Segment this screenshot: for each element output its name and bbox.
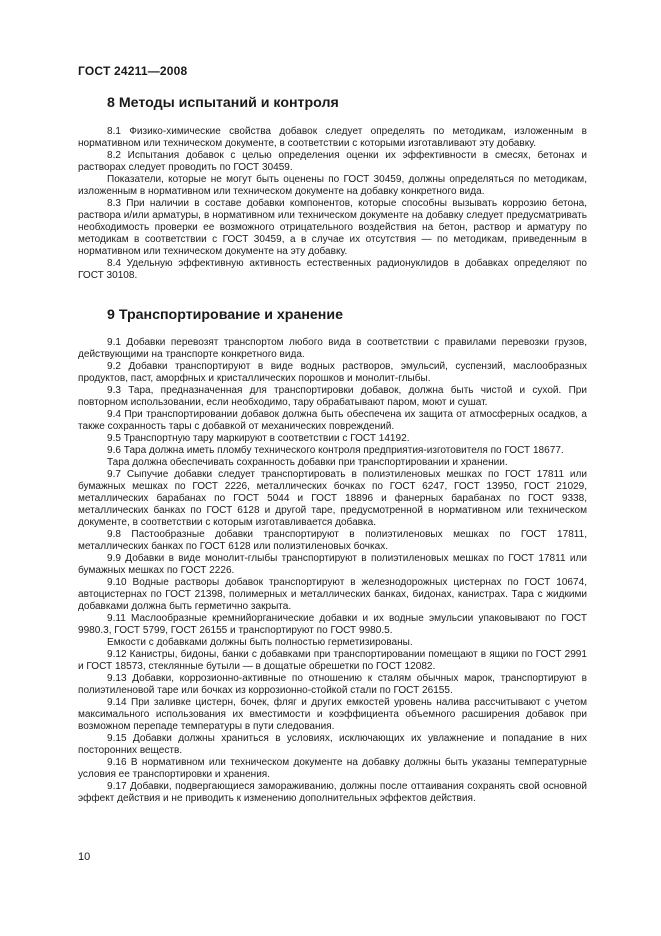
paragraph-9-11-note: Емкости с добавками должны быть полностью герметизированы.: [107, 637, 413, 648]
paragraph-9-16: 9.16 В нормативном или техническом документе на добавку должны быть указаны температурные условия ее транспортировки и хранения.: [78, 757, 587, 780]
paragraph-9-1: 9.1 Добавки перевозят транспортом любого вида в соответствии с правилами перевозки грузов, действующими на транспорте конкретного вида.: [78, 337, 587, 360]
page-number: 10: [78, 851, 91, 863]
paragraph-9-3: 9.3 Тара, предназначенная для транспортировки добавок, должна быть чистой и сухой. При повторном использовании, если необходимо, тару обрабатывают паром, моют и сушат.: [78, 385, 587, 408]
paragraph-9-14: 9.14 При заливке цистерн, бочек, фляг и других емкостей уровень налива рассчитывают с учетом максимального использования их вместимости и коэффициента объемного расширения добавок при возможном перепаде температуры в пути следования.: [78, 697, 587, 732]
section-9-body: [78, 337, 587, 805]
paragraph-9-15: 9.15 Добавки должны храниться в условиях, исключающих их увлажнение и попадание в них посторонних веществ.: [78, 733, 587, 756]
document-code: ГОСТ 24211—2008: [78, 64, 188, 78]
paragraph-9-7: 9.7 Сыпучие добавки следует транспортировать в полиэтиленовых мешках по ГОСТ 17811 или бумажных мешках по ГОСТ 2226, металлических бочках по ГОСТ 6247, ГОСТ 13950, ГОСТ 21029, металлических барабанах по ГОСТ 5044 и ГОСТ 18896 и фанерных барабанах по ГОСТ 9338, металлических банках по ГОСТ 6128 и другой таре, предусмотренной в нормативном или техническом документе, в соответствии с которым изготавливается добавка.: [78, 469, 587, 528]
paragraph-9-4: 9.4 При транспортировании добавок должна быть обеспечена их защита от атмосферных осадков, а также сохранность тары с добавкой от механических повреждений.: [78, 409, 587, 432]
paragraph-8-2: 8.2 Испытания добавок с целью определения оценки их эффективности в смесях, бетонах и растворах следует проводить по ГОСТ 30459.: [78, 150, 587, 173]
paragraph-9-13: 9.13 Добавки, коррозионно-активные по отношению к сталям обычных марок, транспортируют в полиэтиленовой таре или бочках из коррозионно-стойкой стали по ГОСТ 26155.: [78, 673, 587, 696]
paragraph-8-4: 8.4 Удельную эффективную активность естественных радионуклидов в добавках определяют по ГОСТ 30108.: [78, 258, 587, 281]
paragraph-9-9: 9.9 Добавки в виде монолит-глыбы транспортируют в полиэтиленовых мешках по ГОСТ 17811 или бумажных мешках по ГОСТ 2226.: [78, 553, 587, 576]
paragraph-9-5: 9.5 Транспортную тару маркируют в соответствии с ГОСТ 14192.: [107, 433, 410, 444]
paragraph-8-2-note: Показатели, которые не могут быть оценены по ГОСТ 30459, должны определяться по методикам, изложенным в нормативном или техническом документе на добавку конкретного вида.: [78, 174, 587, 197]
section-8-body: [78, 126, 587, 282]
paragraph-9-6-note: Тара должна обеспечивать сохранность добавки при транспортировании и хранении.: [107, 457, 508, 468]
paragraph-8-3: 8.3 При наличии в составе добавки компонентов, которые способны вызывать коррозию бетона, раствора и/или арматуры, в нормативном или техническом документе на добавку следует предусматривать необходимость проверки ее возможного отрицательного воздействия на бетон, раствор и арматуру по методикам в соответствии с ГОСТ 30459, а в случае их отсутствия — по методикам, приведенным в нормативном или техническом документе на эту добавку.: [78, 198, 587, 257]
paragraph-9-11: 9.11 Маслообразные кремнийорганические добавки и их водные эмульсии упаковывают по ГОСТ 9980.3, ГОСТ 5799, ГОСТ 26155 и транспортируют по ГОСТ 9980.5.: [78, 613, 587, 636]
paragraph-9-8: 9.8 Пастообразные добавки транспортируют в полиэтиленовых мешках по ГОСТ 17811, металлических банках по ГОСТ 6128 или полиэтиленовых бочках.: [78, 529, 587, 552]
paragraph-9-10: 9.10 Водные растворы добавок транспортируют в железнодорожных цистернах по ГОСТ 10674, автоцистернах по ГОСТ 21398, полимерных и металлических банках, бидонах, канистрах. Тара с жидкими добавками должна быть герметично закрыта.: [78, 577, 587, 612]
section-8-title: 8 Методы испытаний и контроля: [107, 95, 339, 111]
paragraph-9-6: 9.6 Тара должна иметь пломбу технического контроля предприятия-изготовителя по ГОСТ 18677.: [107, 445, 564, 456]
paragraph-8-1: 8.1 Физико-химические свойства добавок следует определять по методикам, изложенным в нормативном или техническом документе, в соответствии с которыми изготавливают эту добавку.: [78, 126, 587, 149]
section-9-title: 9 Транспортирование и хранение: [107, 307, 343, 323]
paragraph-9-17: 9.17 Добавки, подвергающиеся замораживанию, должны после оттаивания сохранять свой основной эффект действия и не приводить к изменению дополнительных эффектов действия.: [78, 781, 587, 804]
paragraph-9-12: 9.12 Канистры, бидоны, банки с добавками при транспортировании помещают в ящики по ГОСТ 2991 и ГОСТ 18573, стеклянные бутыли — в дощатые обрешетки по ГОСТ 12082.: [78, 649, 587, 672]
paragraph-9-2: 9.2 Добавки транспортируют в виде водных растворов, эмульсий, суспензий, маслообразных продуктов, паст, аморфных и кристаллических порошков и монолит-глыбы.: [78, 361, 587, 384]
